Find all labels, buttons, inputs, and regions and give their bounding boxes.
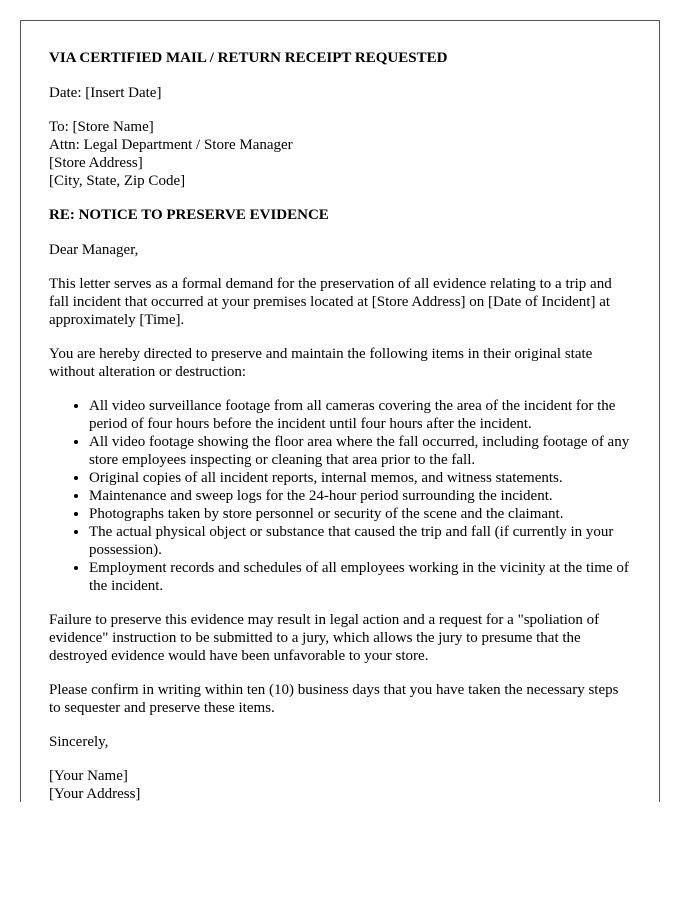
list-item: • All video footage showing the floor area where the fall occurred, including footage of any store employees inspecting or cleaning that area prior to the fall. — [89, 433, 631, 469]
salutation: Dear Manager, — [49, 242, 139, 258]
list-item: • Employment records and schedules of all employees working in the vicinity at the time of the incident. — [89, 559, 631, 595]
paragraph-warning: Failure to preserve this evidence may result in legal action and a request for a "spoliation of evidence" instruction to be submitted to a jury, which allows the jury to presume that the destroyed evidence would have been unfavorable to your store. — [49, 612, 600, 664]
list-item: • Photographs taken by store personnel or security of the scene and the claimant. — [89, 505, 631, 523]
letter-page — [20, 20, 660, 802]
list-item: • Original copies of all incident reports, internal memos, and witness statements. — [89, 469, 631, 487]
mail-method-line: VIA CERTIFIED MAIL / RETURN RECEIPT REQUESTED — [49, 50, 448, 66]
paragraph-confirm: Please confirm in writing within ten (10) business days that you have taken the necessary steps to sequester and preserve these items. — [49, 682, 619, 716]
list-item: • The actual physical object or substance that caused the trip and fall (if currently in your possession). — [89, 523, 631, 559]
paragraph-intro: This letter serves as a formal demand for the preservation of all evidence relating to a trip and fall incident that occurred at your premises located at [Store Address] on [Date of Incident] at approximately [Time]. — [49, 276, 612, 328]
evidence-list — [49, 397, 631, 595]
date-line: Date: [Insert Date] — [49, 85, 162, 101]
recipient-block — [49, 118, 631, 190]
recipient-address: [Store Address] — [49, 155, 143, 171]
recipient-attn: Attn: Legal Department / Store Manager — [49, 137, 293, 153]
recipient-city: [City, State, Zip Code] — [49, 173, 186, 189]
list-item: • Maintenance and sweep logs for the 24-hour period surrounding the incident. — [89, 487, 631, 505]
signature-block — [49, 767, 631, 802]
recipient-name: To: [Store Name] — [49, 119, 154, 135]
signature-address: [Your Address] — [49, 786, 141, 802]
signature-name: [Your Name] — [49, 768, 128, 784]
subject-line: RE: NOTICE TO PRESERVE EVIDENCE — [49, 207, 329, 223]
list-item: • All video surveillance footage from all cameras covering the area of the incident for the period of four hours before the incident until four hours after the incident. — [89, 397, 631, 433]
closing: Sincerely, — [49, 734, 109, 750]
paragraph-directive: You are hereby directed to preserve and maintain the following items in their original state without alteration or destruction: — [49, 346, 593, 380]
